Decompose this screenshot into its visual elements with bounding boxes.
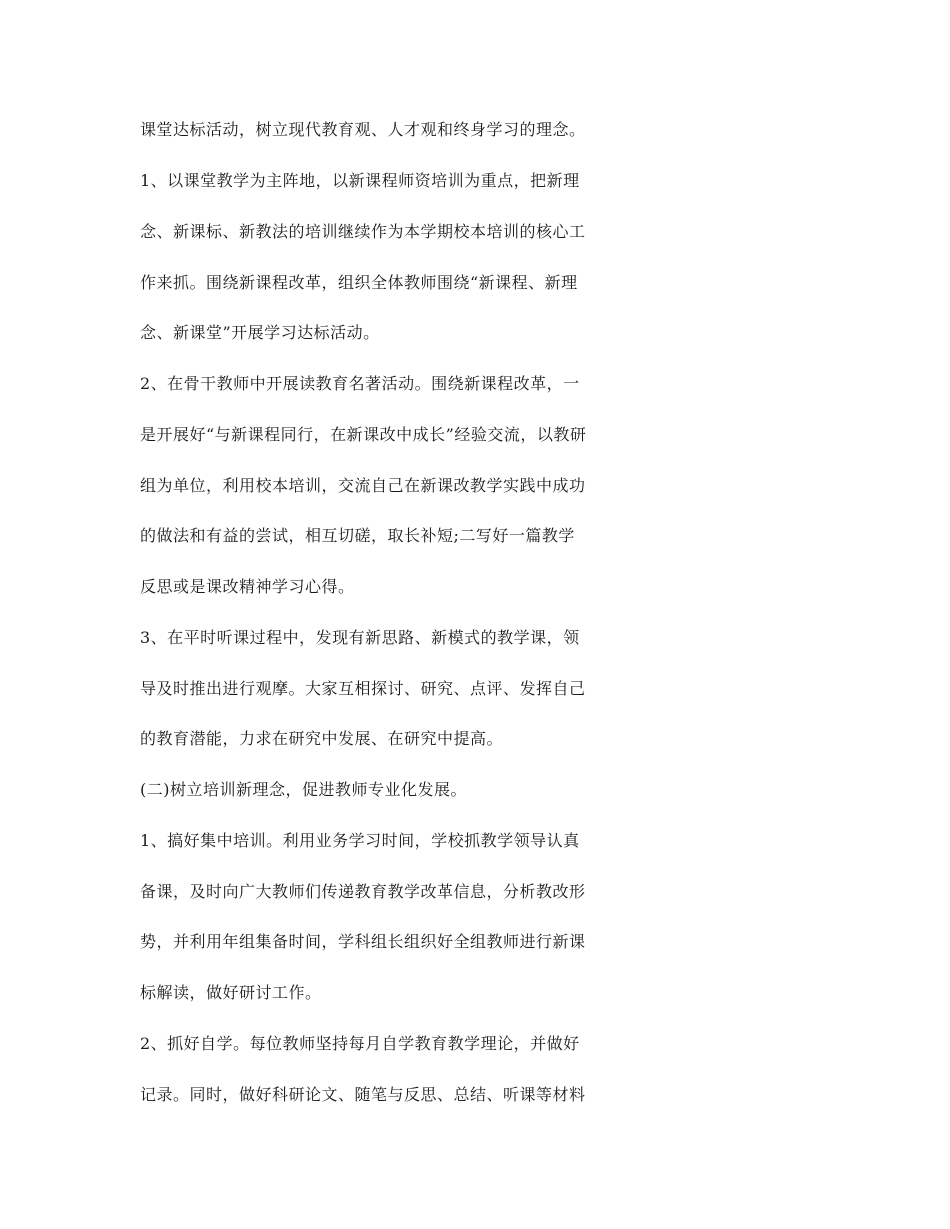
text-line: 的教育潜能，力求在研究中发展、在研究中提高。 (140, 729, 504, 748)
text-line: 1、以课堂教学为主阵地，以新课程师资培训为重点，把新理 (140, 171, 580, 190)
text-line: 反思或是课改精神学习心得。 (140, 577, 355, 596)
text-line: 3、在平时听课过程中，发现有新思路、新模式的教学课，领 (140, 628, 580, 647)
text-line: 念、新课标、新教法的培训继续作为本学期校本培训的核心工 (140, 222, 586, 241)
text-line: 记录。同时，做好科研论文、随笔与反思、总结、听课等材料 (140, 1085, 586, 1104)
text-line: 课堂达标活动，树立现代教育观、人才观和终身学习的理念。 (140, 120, 586, 139)
text-line: 2、抓好自学。每位教师坚持每月自学教育教学理论，并做好 (140, 1034, 580, 1053)
text-line: 的做法和有益的尝试，相互切磋，取长补短;二写好一篇教学 (140, 526, 575, 545)
text-line: 势，并利用年组集备时间，学科组长组织好全组教师进行新课 (140, 932, 586, 951)
text-line: 念、新课堂”开展学习达标活动。 (140, 323, 380, 342)
section-heading: (二)树立培训新理念，促进教师专业化发展。 (140, 780, 467, 799)
text-line: 1、搞好集中培训。利用业务学习时间，学校抓教学领导认真 (140, 831, 580, 850)
text-line: 2、在骨干教师中开展读教育名著活动。围绕新课程改革，一 (140, 374, 580, 393)
text-line: 标解读，做好研讨工作。 (140, 983, 322, 1002)
text-line: 是开展好“与新课程同行，在新课改中成长”经验交流，以教研 (140, 425, 587, 444)
text-line: 作来抓。围绕新课程改革，组织全体教师围绕“新课程、新理 (140, 273, 578, 292)
text-line: 备课，及时向广大教师们传递教育教学改革信息，分析教改形 (140, 882, 586, 901)
text-line: 导及时推出进行观摩。大家互相探讨、研究、点评、发挥自己 (140, 679, 586, 698)
text-line: 组为单位，利用校本培训，交流自己在新课改教学实践中成功 (140, 476, 586, 495)
